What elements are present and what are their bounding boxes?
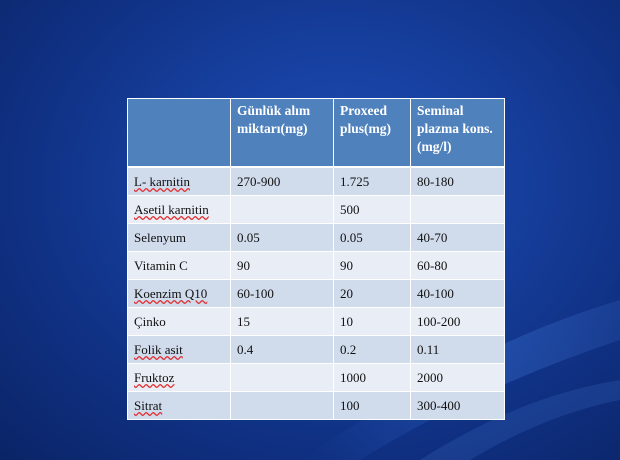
- table-cell: 270-900: [231, 167, 334, 196]
- table-header-row: [128, 99, 505, 168]
- table-row: [128, 308, 505, 336]
- table-cell: 100-200: [411, 308, 505, 336]
- table-row: [128, 167, 505, 196]
- table-cell: [231, 364, 334, 392]
- table-cell: 0.05: [334, 224, 411, 252]
- data-table-container: [127, 98, 504, 420]
- row-label: Sitrat: [128, 392, 231, 420]
- table-row: [128, 196, 505, 224]
- row-label: L- karnitin: [128, 167, 231, 196]
- table-cell: 80-180: [411, 167, 505, 196]
- table-cell: 15: [231, 308, 334, 336]
- table-row: [128, 252, 505, 280]
- header-cell-empty: [128, 99, 231, 168]
- table-cell: 90: [334, 252, 411, 280]
- table-cell: 60-100: [231, 280, 334, 308]
- table-cell: 300-400: [411, 392, 505, 420]
- table-row: [128, 224, 505, 252]
- header-cell-proxeed: Proxeed plus(mg): [334, 99, 411, 168]
- table-row: [128, 336, 505, 364]
- table-row: [128, 280, 505, 308]
- table-cell: 1.725: [334, 167, 411, 196]
- row-label: Çinko: [128, 308, 231, 336]
- table-cell: 1000: [334, 364, 411, 392]
- table-cell: [231, 392, 334, 420]
- table-cell: 0.2: [334, 336, 411, 364]
- header-cell-seminal-plasma: Seminal plazma kons.(mg/l): [411, 99, 505, 168]
- table-cell: 20: [334, 280, 411, 308]
- header-cell-daily-intake: Günlük alım miktarı(mg): [231, 99, 334, 168]
- row-label: Fruktoz: [128, 364, 231, 392]
- table-cell: 500: [334, 196, 411, 224]
- table-cell: 40-70: [411, 224, 505, 252]
- table-cell: 10: [334, 308, 411, 336]
- table-cell: 2000: [411, 364, 505, 392]
- table-row: [128, 392, 505, 420]
- table-cell: 40-100: [411, 280, 505, 308]
- table-cell: 100: [334, 392, 411, 420]
- table-row: [128, 364, 505, 392]
- row-label: Koenzim Q10: [128, 280, 231, 308]
- table-cell: 0.11: [411, 336, 505, 364]
- table-cell: 0.4: [231, 336, 334, 364]
- row-label: Folik asit: [128, 336, 231, 364]
- row-label: Asetil karnitin: [128, 196, 231, 224]
- data-table: [127, 98, 505, 420]
- row-label: Vitamin C: [128, 252, 231, 280]
- table-cell: [411, 196, 505, 224]
- table-cell: 60-80: [411, 252, 505, 280]
- row-label: Selenyum: [128, 224, 231, 252]
- table-cell: 90: [231, 252, 334, 280]
- table-cell: 0.05: [231, 224, 334, 252]
- table-cell: [231, 196, 334, 224]
